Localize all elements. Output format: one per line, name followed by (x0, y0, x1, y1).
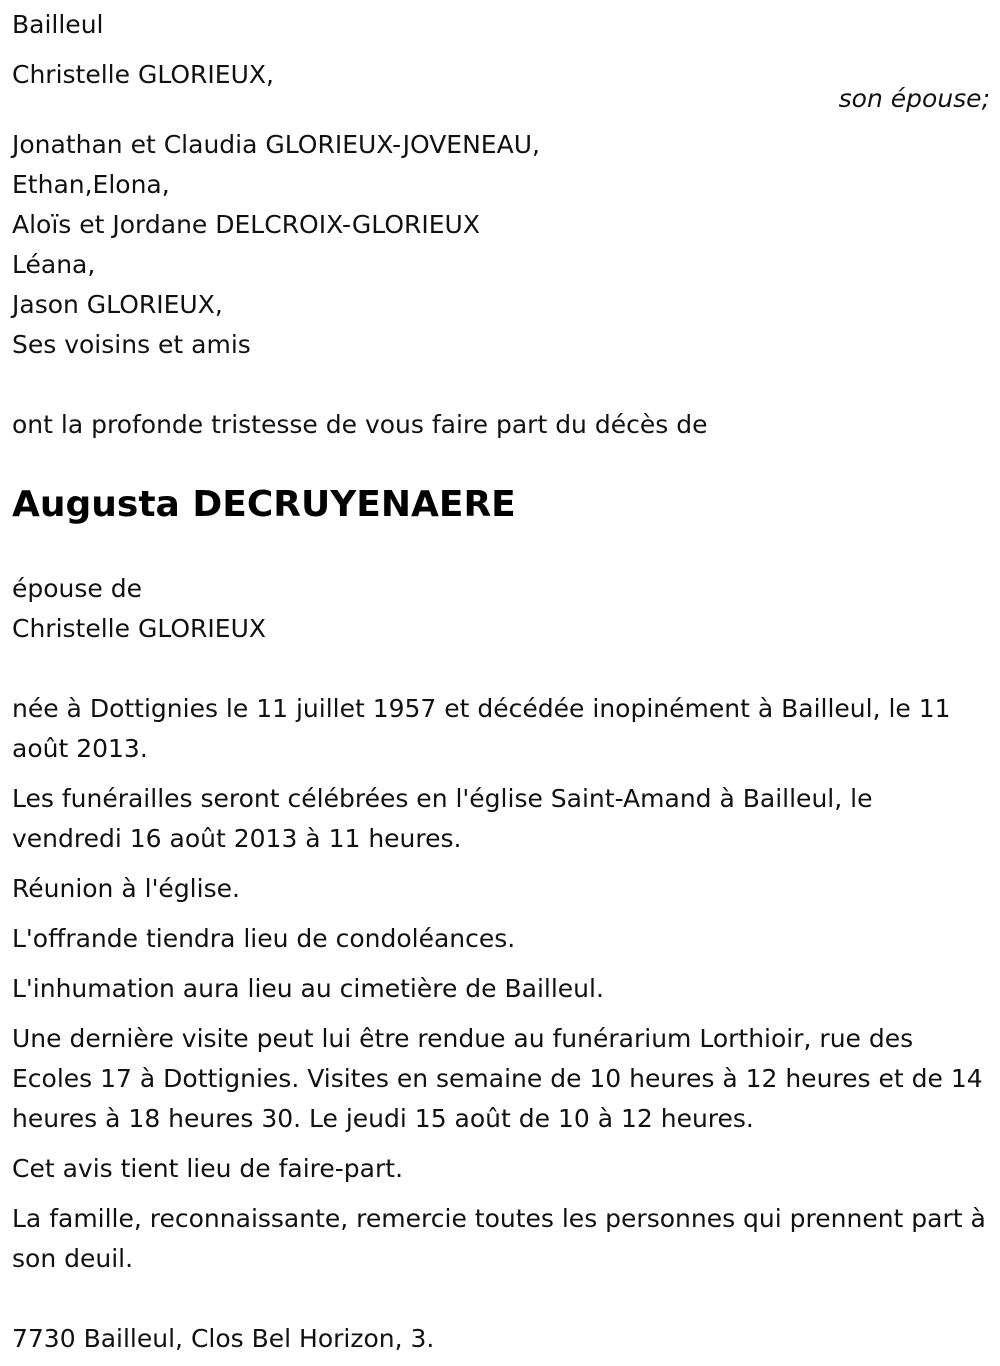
family-member: Ethan,Elona, (12, 170, 170, 199)
info-paragraph: Les funérailles seront célébrées en l'église Saint-Amand à Bailleul, le vendredi 16 août 2013 à 11 heures. (12, 784, 873, 853)
birth-death-text: née à Dottignies le 11 juillet 1957 et décédée inopinément à Bailleul, le 11 août 2013. (12, 694, 951, 763)
town-name: Bailleul (12, 10, 104, 39)
spouse-of-label: épouse de (12, 574, 142, 603)
address: 7730 Bailleul, Clos Bel Horizon, 3. (12, 1324, 435, 1353)
family-member: Jason GLORIEUX, (12, 290, 223, 319)
spouse-of-block (12, 569, 988, 649)
family-member: Ses voisins et amis (12, 330, 251, 359)
family-member: Léana, (12, 250, 96, 279)
deceased-name: Augusta DECRUYENAERE (12, 484, 516, 525)
spouse-of-name: Christelle GLORIEUX (12, 614, 267, 643)
info-paragraph: L'offrande tiendra lieu de condoléances. (12, 924, 516, 953)
funeral-info (12, 779, 988, 1279)
info-paragraph: La famille, reconnaissante, remercie toutes les personnes qui prennent part à son deuil. (12, 1204, 986, 1273)
spouse-name: Christelle GLORIEUX, (12, 60, 274, 89)
announcement-text: ont la profonde tristesse de vous faire part du décès de (12, 410, 708, 439)
family-member: Aloïs et Jordane DELCROIX-GLORIEUX (12, 210, 480, 239)
family-list (12, 125, 988, 365)
spouse-role: son épouse; (838, 84, 990, 113)
info-paragraph: Une dernière visite peut lui être rendue au funérarium Lorthioir, rue des Ecoles 17 à Dottignies. Visites en semaine de 10 heures à 12 heures et de 14 heures à 18 heures 30. Le jeudi 15 août de 10 à 12 heures. (12, 1024, 983, 1133)
info-paragraph: L'inhumation aura lieu au cimetière de Bailleul. (12, 974, 604, 1003)
family-member: Jonathan et Claudia GLORIEUX-JOVENEAU, (12, 130, 540, 159)
info-paragraph: Cet avis tient lieu de faire-part. (12, 1154, 404, 1183)
info-paragraph: Réunion à l'église. (12, 874, 240, 903)
